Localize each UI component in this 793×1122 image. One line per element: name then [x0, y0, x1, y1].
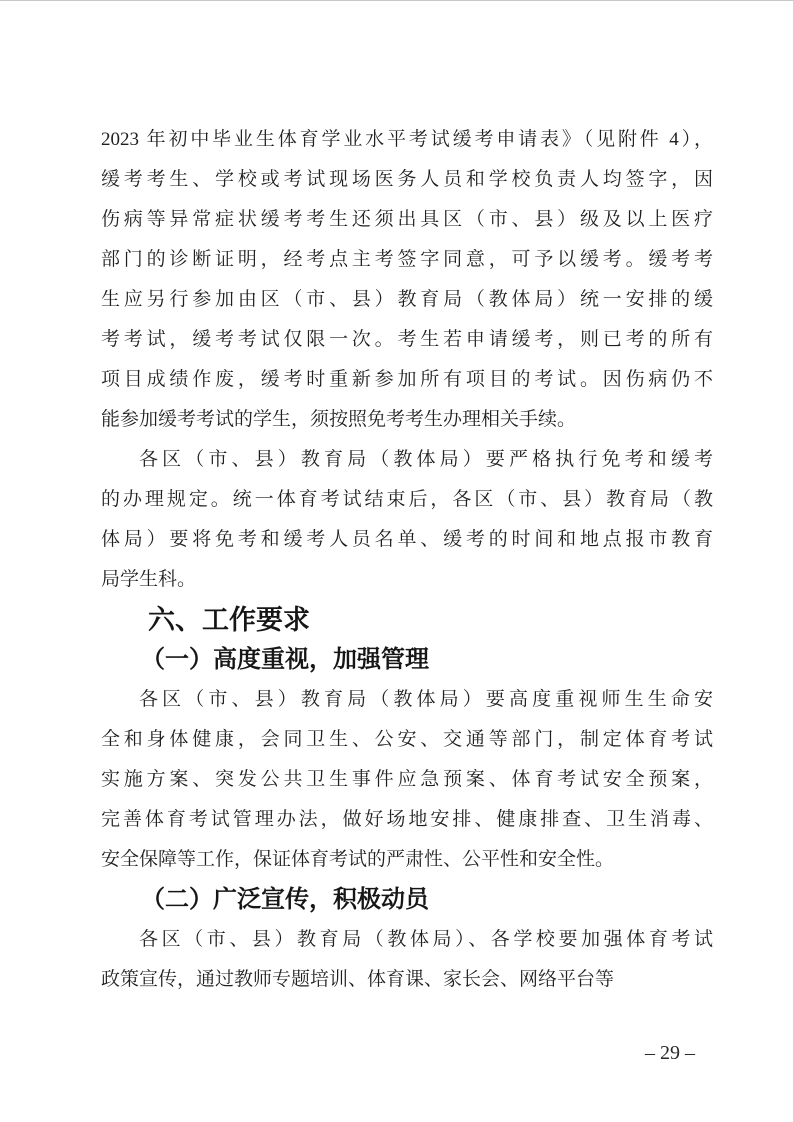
- text-line: 生应另行参加由区（市、县）教育局（教体局）统一安排的缓: [101, 289, 713, 310]
- text-line: 全和身体健康，会同卫生、公安、交通等部门，制定体育考试: [101, 729, 713, 750]
- text-line: 完善体育考试管理办法，做好场地安排、健康排查、卫生消毒、: [101, 809, 713, 830]
- text-line: 的办理规定。统一体育考试结束后，各区（市、县）教育局（教: [101, 489, 713, 510]
- text-line: 能参加缓考考试的学生，须按照免考考生办理相关手续。: [101, 409, 577, 430]
- text-line: 考考试，缓考考试仅限一次。考生若申请缓考，则已考的所有: [101, 329, 713, 350]
- page-number: – 29 –: [645, 1042, 695, 1064]
- text-line: 实施方案、突发公共卫生事件应急预案、体育考试安全预案，: [101, 769, 713, 790]
- document-body: [101, 120, 713, 1000]
- text-line: 部门的诊断证明，经考点主考签字同意，可予以缓考。缓考考: [101, 249, 713, 270]
- text-line: 缓考考生、学校或考试现场医务人员和学校负责人均签字，因: [101, 169, 713, 190]
- section-heading: （二）广泛宣传，积极动员: [141, 887, 429, 913]
- text-line: 各区（市、县）教育局（教体局）要严格执行免考和缓考: [139, 449, 713, 470]
- text-line: 伤病等异常症状缓考考生还须出具区（市、县）级及以上医疗: [101, 209, 713, 230]
- text-line: 各区（市、县）教育局（教体局）、各学校要加强体育考试: [139, 929, 713, 950]
- text-line: 局学生科。: [101, 569, 197, 590]
- text-line: 体局）要将免考和缓考人员名单、缓考的时间和地点报市教育: [101, 529, 713, 550]
- text-line: 2023 年初中毕业生体育学业水平考试缓考申请表》（见附件 4），: [101, 129, 713, 150]
- scan-edge-artifact: [0, 0, 793, 1]
- text-line: 政策宣传，通过教师专题培训、体育课、家长会、网络平台等: [101, 969, 615, 990]
- text-line: 项目成绩作废，缓考时重新参加所有项目的考试。因伤病仍不: [101, 369, 713, 390]
- section-heading: （一）高度重视，加强管理: [141, 647, 429, 673]
- text-line: 各区（市、县）教育局（教体局）要高度重视师生生命安: [139, 689, 713, 710]
- section-heading: 六、工作要求: [148, 605, 310, 635]
- text-line: 安全保障等工作，保证体育考试的严肃性、公平性和安全性。: [101, 849, 615, 870]
